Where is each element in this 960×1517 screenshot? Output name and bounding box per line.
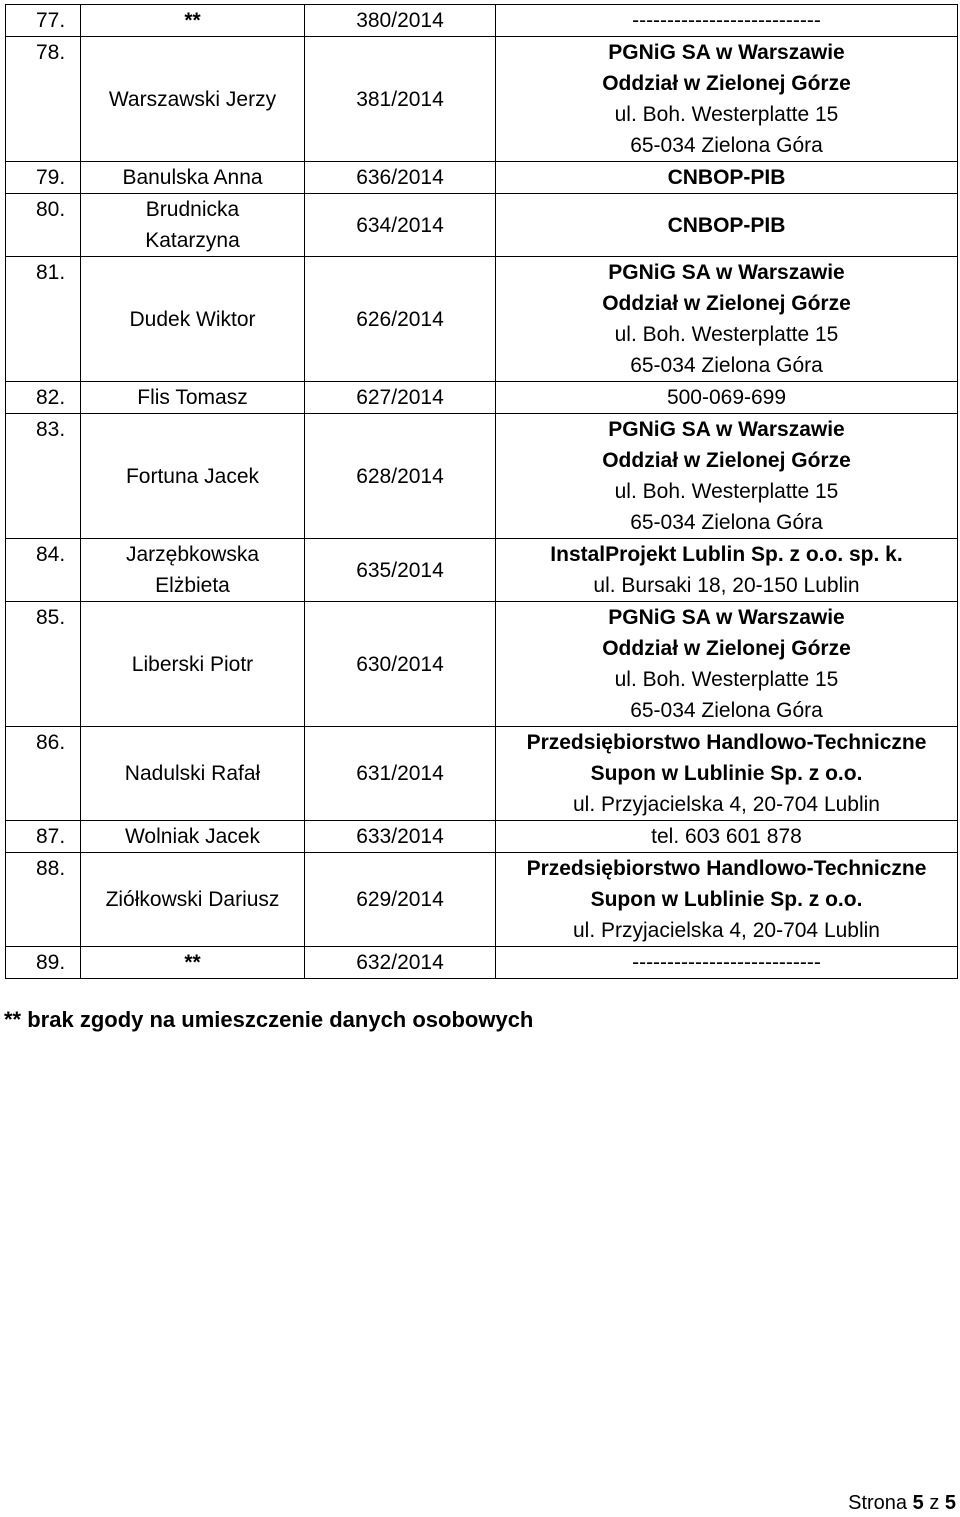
address-line: PGNiG SA w Warszawie — [608, 606, 845, 629]
address-line: 65-034 Zielona Góra — [630, 354, 823, 377]
row-number: 80. — [6, 194, 81, 257]
table-row — [6, 414, 958, 539]
address-line: 65-034 Zielona Góra — [630, 699, 823, 722]
table-row — [6, 194, 958, 257]
address-line: 500-069-699 — [666, 386, 787, 409]
address-line: ul. Przyjacielska 4, 20-704 Lublin — [572, 793, 880, 816]
certificate-number: 626/2014 — [305, 257, 496, 382]
address-line: ul. Przyjacielska 4, 20-704 Lublin — [572, 919, 880, 942]
row-number: 87. — [6, 821, 81, 853]
page-total: 5 — [944, 1492, 956, 1514]
address-line: 65-034 Zielona Góra — [630, 134, 823, 157]
row-number: 84. — [6, 539, 81, 602]
person-name — [81, 821, 305, 853]
certificate-number: 634/2014 — [305, 194, 496, 257]
address-line: CNBOP-PIB — [667, 166, 786, 189]
certificate-number: 633/2014 — [305, 821, 496, 853]
person-name-line: Nadulski Rafał — [124, 762, 261, 785]
address-line: ul. Boh. Westerplatte 15 — [614, 480, 839, 503]
person-name — [81, 727, 305, 821]
address-line: ul. Boh. Westerplatte 15 — [614, 323, 839, 346]
person-name-line: Wolniak Jacek — [124, 825, 260, 848]
person-name — [81, 5, 305, 37]
address-line: --------------------------- — [632, 9, 821, 32]
table-row — [6, 5, 958, 37]
contact-address — [496, 727, 958, 821]
address-line: InstalProjekt Lublin Sp. z o.o. sp. k. — [550, 543, 903, 566]
person-name-line: Flis Tomasz — [137, 386, 248, 409]
person-name-line: Katarzyna — [145, 229, 240, 252]
table-row — [6, 947, 958, 979]
row-number: 77. — [6, 5, 81, 37]
row-number: 81. — [6, 257, 81, 382]
person-name-line: Fortuna Jacek — [125, 464, 260, 488]
row-number: 83. — [6, 414, 81, 539]
address-line: ul. Bursaki 18, 20-150 Lublin — [593, 574, 860, 597]
contact-address — [496, 257, 958, 382]
address-line: 65-034 Zielona Góra — [630, 511, 823, 534]
row-number: 78. — [6, 37, 81, 162]
table-row — [6, 257, 958, 382]
certificate-number: 380/2014 — [305, 5, 496, 37]
person-name-line: Liberski Piotr — [131, 652, 254, 676]
certificate-number: 381/2014 — [305, 37, 496, 162]
row-number: 79. — [6, 162, 81, 194]
person-name-line: Brudnicka — [145, 198, 240, 221]
address-line: ul. Boh. Westerplatte 15 — [614, 103, 839, 126]
page-current: 5 — [912, 1492, 924, 1514]
table-row — [6, 539, 958, 602]
table-row — [6, 853, 958, 947]
person-name — [81, 853, 305, 947]
contact-address — [496, 37, 958, 162]
person-name-line: Elżbieta — [155, 574, 230, 597]
register-table-body — [6, 5, 958, 979]
contact-address — [496, 947, 958, 979]
row-number: 86. — [6, 727, 81, 821]
person-name — [81, 194, 305, 257]
row-number: 82. — [6, 382, 81, 414]
person-name — [81, 162, 305, 194]
address-line: PGNiG SA w Warszawie — [608, 41, 845, 64]
certificate-number: 635/2014 — [305, 539, 496, 602]
table-row — [6, 162, 958, 194]
contact-address — [496, 853, 958, 947]
address-line: tel. 603 601 878 — [651, 825, 802, 848]
address-line: Oddział w Zielonej Górze — [602, 292, 851, 315]
page-footer — [848, 1490, 956, 1516]
person-name-line: Banulska Anna — [122, 166, 263, 189]
contact-address — [496, 414, 958, 539]
contact-address — [496, 821, 958, 853]
certificate-number: 632/2014 — [305, 947, 496, 979]
person-name — [81, 602, 305, 727]
person-name-line: ** — [184, 951, 201, 974]
person-name-line: Warszawski Jerzy — [108, 87, 277, 111]
certificate-number: 629/2014 — [305, 853, 496, 947]
footnote: ** brak zgody na umieszczenie danych osobowych — [4, 1007, 534, 1032]
person-name-line: Dudek Wiktor — [129, 307, 256, 331]
person-name — [81, 382, 305, 414]
person-name-line: Ziółkowski Dariusz — [105, 888, 280, 911]
contact-address — [496, 5, 958, 37]
address-line: --------------------------- — [632, 951, 821, 974]
address-line: PGNiG SA w Warszawie — [608, 261, 845, 284]
certificate-number: 630/2014 — [305, 602, 496, 727]
contact-address — [496, 382, 958, 414]
person-name — [81, 539, 305, 602]
register-table — [5, 4, 958, 979]
certificate-number: 631/2014 — [305, 727, 496, 821]
certificate-number: 628/2014 — [305, 414, 496, 539]
page-sep: z — [929, 1492, 940, 1514]
contact-address — [496, 194, 958, 257]
person-name — [81, 414, 305, 539]
contact-address — [496, 162, 958, 194]
address-line: Oddział w Zielonej Górze — [602, 637, 851, 660]
row-number: 89. — [6, 947, 81, 979]
row-number: 85. — [6, 602, 81, 727]
address-line: Przedsiębiorstwo Handlowo-Techniczne — [526, 731, 927, 754]
address-line: Oddział w Zielonej Górze — [602, 449, 851, 472]
address-line: Supon w Lublinie Sp. z o.o. — [590, 888, 863, 911]
person-name — [81, 947, 305, 979]
person-name-line: ** — [184, 9, 201, 32]
address-line: ul. Boh. Westerplatte 15 — [614, 668, 839, 691]
row-number: 88. — [6, 853, 81, 947]
table-row — [6, 37, 958, 162]
contact-address — [496, 539, 958, 602]
address-line: PGNiG SA w Warszawie — [608, 418, 845, 441]
address-line: Przedsiębiorstwo Handlowo-Techniczne — [526, 857, 927, 880]
address-line: CNBOP-PIB — [667, 213, 786, 237]
table-row — [6, 382, 958, 414]
person-name — [81, 257, 305, 382]
address-line: Oddział w Zielonej Górze — [602, 72, 851, 95]
table-row — [6, 727, 958, 821]
person-name-line: Jarzębkowska — [125, 543, 260, 566]
person-name — [81, 37, 305, 162]
certificate-number: 636/2014 — [305, 162, 496, 194]
contact-address — [496, 602, 958, 727]
certificate-number: 627/2014 — [305, 382, 496, 414]
page-label: Strona — [848, 1492, 908, 1514]
table-row — [6, 821, 958, 853]
address-line: Supon w Lublinie Sp. z o.o. — [590, 762, 863, 785]
table-row — [6, 602, 958, 727]
